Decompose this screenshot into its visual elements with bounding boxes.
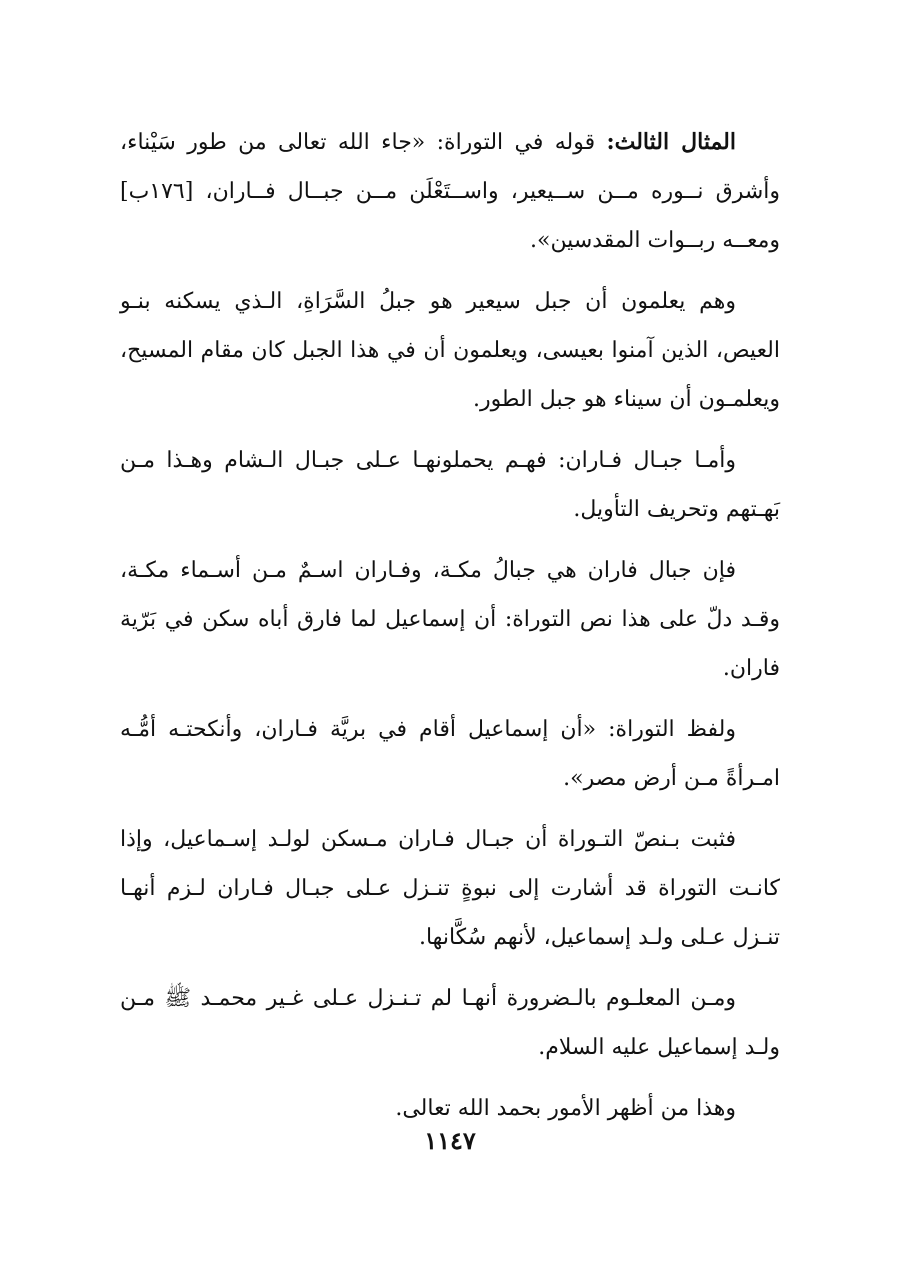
paragraph-text: فإن جبال فاران هي جبالُ مكـة، وفـاران اسـمٌ مـن أسـماء مكـة، وقـد دلّ على هذا نص التوراة: أن إسماعيل لما فارق أباه سكن في بَرّية فاران. [120,558,780,681]
paragraph-5 [120,705,780,803]
paragraph-text: وأمـا جبـال فـاران: فهـم يحملونهـا عـلى جبـال الـشام وهـذا مـن بَهـتهم وتحريف التأويل. [120,448,780,522]
paragraph-1 [120,118,780,265]
paragraph-text: قوله في التوراة: «جاء الله تعالى من طور سَيْناء، وأشرق نــوره مــن ســيعير، واســتَعْلَن مــن جبــال فــاران، [١٧٦ب] ومعــه ربــوات المقدسين». [120,130,780,253]
paragraph-6 [120,815,780,962]
paragraph-text: وهم يعلمون أن جبل سيعير هو جبلُ السَّرَاةِ، الـذي يسكنه بنـو العيص، الذين آمنوا بعيسى، ويعلمون أن في هذا الجبل كان مقام المسيح، ويعلمـون أن سيناء هو جبل الطور. [120,289,780,412]
paragraph-text: فثبت بـنصّ التـوراة أن جبـال فـاران مـسكن لولـد إسـماعيل، وإذا كانـت التوراة قد أشارت إلى نبوةٍ تنـزل عـلى جبـال فـاران لـزم أنهـا تنـزل عـلى ولـد إسماعيل، لأنهم سُكَّانها. [120,827,780,950]
paragraph-3 [120,436,780,534]
paragraph-text: ولفظ التوراة: «أن إسماعيل أقام في بريَّة فـاران، وأنكحتـه أمُّـه امـرأةً مـن أرض مصر». [120,717,780,791]
paragraph-7 [120,974,780,1072]
paragraph-text: وهذا من أظهر الأمور بحمد الله تعالى. [395,1096,736,1121]
paragraph-4 [120,546,780,693]
paragraph-text: ومـن المعلـوم بالـضرورة أنهـا لم تـنـزل عـلى غـير محمـد ﷺ مـن ولـد إسماعيل عليه السلام. [120,986,780,1060]
page-number: ١١٤٧ [424,1126,476,1155]
paragraph-2 [120,277,780,424]
example-heading: المثال الثالث: [606,129,736,155]
body-text [120,118,780,1145]
